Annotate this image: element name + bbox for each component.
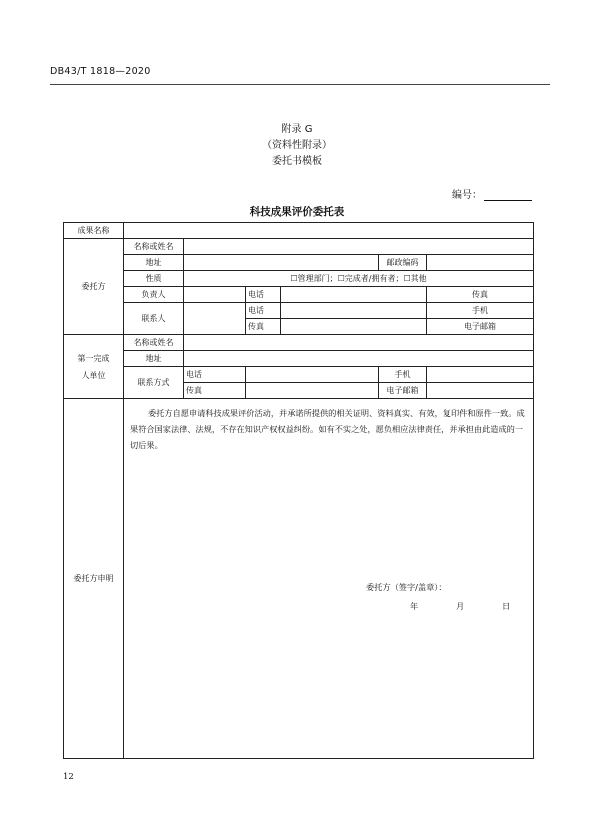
first-unit-contact-method-label: 联系方式 [124,367,184,399]
table-row [64,399,534,759]
client-leader-fax-label: 传真 [427,287,534,303]
client-leader-label: 负责人 [124,287,184,303]
client-name-value[interactable] [184,239,534,255]
first-unit-fax-label: 传真 [184,383,246,399]
first-unit-address-label: 地址 [124,351,184,367]
appendix-name: 委托书模板 [272,156,322,167]
client-contact-label: 联系人 [124,303,184,335]
signature-label[interactable]: 委托方（签字/盖章）： [366,582,447,592]
client-leader-phone-value[interactable] [281,287,427,303]
client-contact-phone-label: 电话 [246,303,281,319]
first-unit-name-value[interactable] [184,335,534,351]
table-row [64,223,534,239]
first-unit-email-label: 电子邮箱 [379,383,427,399]
client-postal-label: 邮政编码 [379,255,427,271]
table-row [64,255,534,271]
result-name-value[interactable] [124,223,534,239]
page-number: 12 [63,772,74,782]
first-unit-section-label: 第一完成人单位 [64,335,124,399]
first-unit-mobile-label: 手机 [379,367,427,383]
client-contact-fax-value[interactable] [281,319,427,335]
client-address-value[interactable] [184,255,379,271]
client-nature-label: 性质 [124,271,184,287]
appendix-label: 附录 G [281,124,313,135]
client-contact-value[interactable] [184,303,246,335]
appendix-type: （资料性附录） [262,140,332,151]
first-unit-address-value[interactable] [184,351,534,367]
first-unit-name-label: 名称或姓名 [124,335,184,351]
number-blank-line[interactable] [484,189,532,201]
date-day-label: 日 [502,601,511,611]
form-title: 科技成果评价委托表 [249,206,345,218]
client-leader-phone-label: 电话 [246,287,281,303]
commission-form-table [63,222,534,759]
client-contact-fax-label: 传真 [246,319,281,335]
client-contact-phone-value[interactable] [281,303,427,319]
client-address-label: 地址 [124,255,184,271]
table-row [64,287,534,303]
table-row [64,335,534,351]
declaration-section-label: 委托方申明 [64,399,124,759]
first-unit-email-value[interactable] [427,383,534,399]
first-unit-mobile-value[interactable] [427,367,534,383]
number-label: 编号： [452,190,482,201]
client-section-label: 委托方 [64,239,124,335]
first-unit-fax-value[interactable] [246,383,379,399]
date-month-label: 月 [456,601,465,611]
date-year-label: 年 [410,601,419,611]
client-nature-options[interactable]: ☐管理部门；☐完成者/拥有者；☐其他 [184,271,534,287]
client-email-label: 电子邮箱 [427,319,534,335]
table-row [64,367,534,383]
table-row [64,239,534,255]
table-row [64,271,534,287]
table-row [64,303,534,319]
first-unit-phone-label: 电话 [184,367,246,383]
client-mobile-label: 手机 [427,303,534,319]
first-unit-phone-value[interactable] [246,367,379,383]
client-leader-value[interactable] [184,287,246,303]
client-name-label: 名称或姓名 [124,239,184,255]
standard-number: DB43/T 1818—2020 [50,66,151,77]
declaration-box [124,399,534,759]
result-name-label: 成果名称 [64,223,124,239]
declaration-text: 委托方自愿申请科技成果评价活动，并承诺所提供的相关证明、资料真实、有效，复印件和原件一致。成果符合国家法律、法规，不存在知识产权权益纠纷。如有不实之处，愿负相应法律责任，并承担由此造成的一切后果。 [130,408,525,450]
table-row [64,351,534,367]
client-postal-value[interactable] [427,255,534,271]
header-rule [50,84,550,85]
number-field [452,186,532,201]
